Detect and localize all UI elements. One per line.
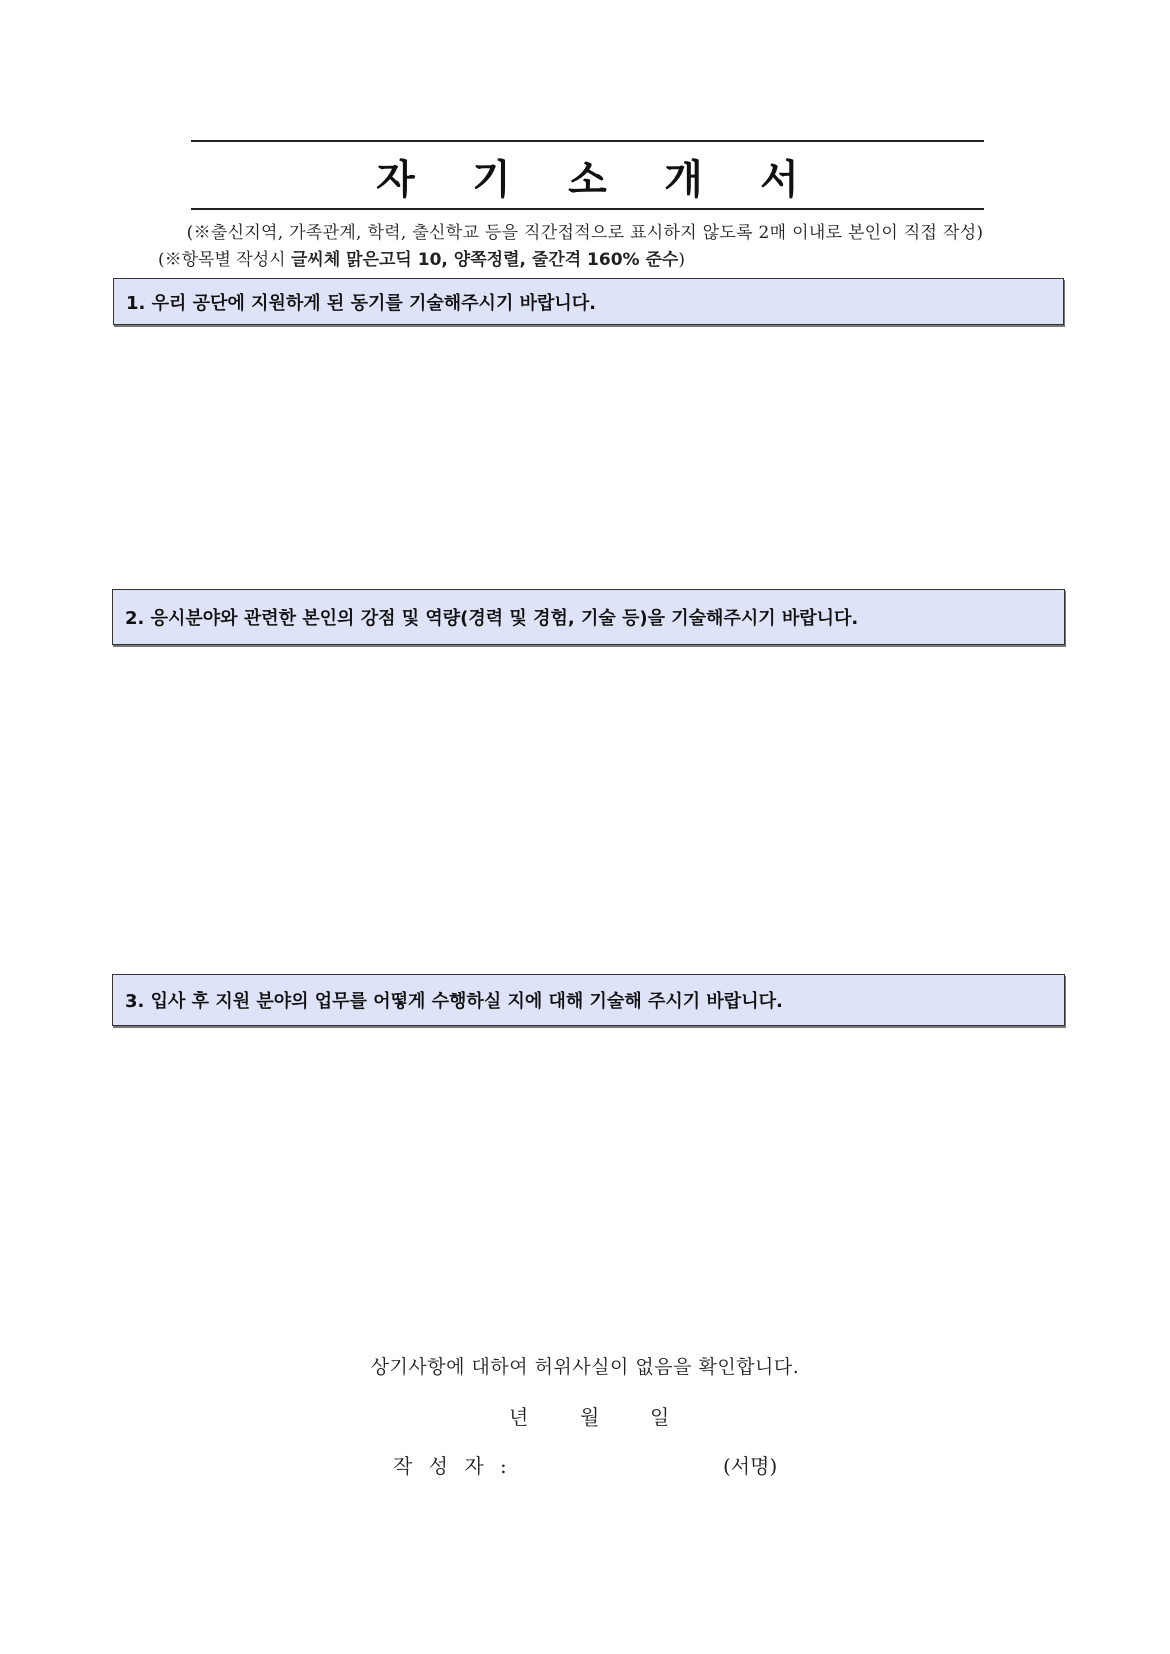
question-2-header: 2. 응시분야와 관련한 본인의 강점 및 역량(경력 및 경험, 기술 등)을 기술해주시기 바랍니다. (112, 589, 1065, 645)
date-month-label: 월 (580, 1405, 600, 1429)
author-label: 작 성 자 : (393, 1454, 512, 1478)
question-1-header: 1. 우리 공단에 지원하게 된 동기를 기술해주시기 바랍니다. (113, 278, 1064, 325)
date-year-label: 년 (509, 1405, 529, 1429)
title-char: 기 (472, 156, 511, 203)
answer-3-area[interactable] (113, 1032, 1064, 1332)
author-name-field[interactable] (500, 1450, 710, 1476)
title-bottom-rule (191, 208, 984, 210)
title-char: 소 (568, 156, 607, 203)
writing-instruction-note: (※출신지역, 가족관계, 학력, 출신학교 등을 직간접적으로 표시하지 않도록 2매 이내로 본인이 직접 작성) (186, 223, 984, 243)
question-3-header: 3. 입사 후 지원 분야의 업무를 어떻게 수행하실 지에 대해 기술해 주시기 바랍니다. (112, 974, 1065, 1026)
title-char: 서 (760, 156, 799, 203)
confirmation-statement: 상기사항에 대하여 허위사실이 없음을 확인합니다. (370, 1356, 800, 1378)
note2-bold-text: 글씨체 맑은고딕 10, 양쪽정렬, 줄간격 160% 준수 (290, 250, 679, 270)
note2-prefix: (※항목별 작성시 (158, 250, 291, 270)
date-line (0, 1401, 1170, 1431)
title-top-rule (191, 140, 984, 142)
answer-2-area[interactable] (113, 650, 1064, 965)
document-title (191, 146, 984, 206)
note2-suffix: ) (678, 250, 685, 270)
formatting-instruction-note (158, 245, 685, 270)
signature-mark: (서명) (723, 1454, 778, 1478)
author-signature-line (0, 1450, 1170, 1480)
answer-1-area[interactable] (113, 330, 1064, 580)
date-day-label: 일 (650, 1405, 670, 1429)
title-char: 자 (376, 156, 415, 203)
title-char: 개 (664, 156, 703, 203)
